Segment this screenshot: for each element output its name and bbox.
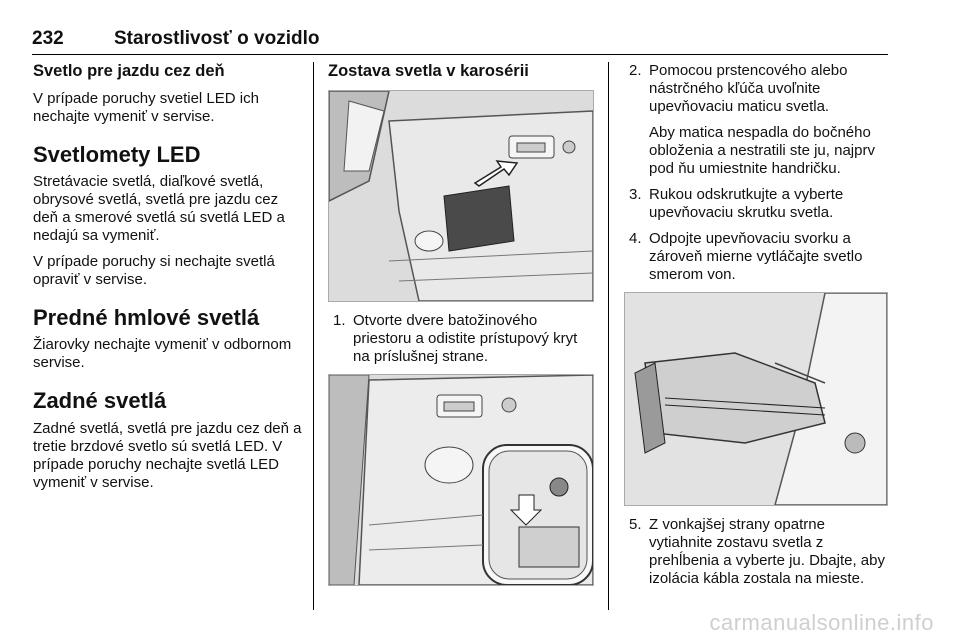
paragraph: V prípade poruchy svetiel LED ich nechajte vymeniť v servise. (33, 89, 259, 125)
step-5 (624, 516, 888, 588)
column-divider (313, 62, 314, 610)
chapter-title: Starostlivosť o vozidlo (114, 28, 320, 49)
column-left (33, 62, 305, 500)
section-title-rear-lights: Zadné svetlá (33, 388, 167, 414)
watermark: carmanualsonline.info (709, 610, 934, 635)
paragraph: Žiarovky nechajte vymeniť v odbornom servise. (33, 336, 292, 372)
page-header (32, 26, 888, 55)
step-number: 1. (333, 311, 346, 329)
step-text: Otvorte dvere batožinového priestoru a odistite prístupový kryt na príslušnej strane. (353, 311, 578, 365)
fixing-nut-illustration (328, 374, 594, 586)
step-text: Z vonkajšej strany opatrne vytiahnite zostavu svetla z prehĺbenia a vyberte ju. Dbajte, aby izolácia kábla zostala na mieste. (649, 516, 885, 587)
paragraph: Zadné svetlá, svetlá pre jazdu cez deň a tretie brzdové svetlo sú svetlá LED. V prípade poruchy nechajte svetlá LED vymeniť v servise. (33, 419, 302, 491)
step-3 (624, 186, 888, 222)
step-number: 5. (629, 516, 642, 533)
step-number: 2. (629, 62, 642, 79)
step-4 (624, 230, 888, 284)
column-middle (328, 62, 594, 586)
section-title-body-light-assembly: Zostava svetla v karosérii (328, 62, 529, 80)
column-divider (608, 62, 609, 610)
light-removal-illustration (624, 292, 888, 506)
step-1 (328, 312, 594, 366)
step-number: 4. (629, 230, 642, 247)
step-text: Pomocou prstencového alebo nástrčného kľúča uvoľnite upevňovaciu maticu svetla. (649, 62, 848, 115)
paragraph: Stretávacie svetlá, diaľkové svetlá, obrysové svetlá, svetlá pre jazdu cez deň a smerové svetlá sú svetlá LED a nedajú sa vymeniť. (33, 173, 285, 245)
step-number: 3. (629, 186, 642, 203)
paragraph: V prípade poruchy si nechajte svetlá opraviť v servise. (33, 253, 275, 289)
step-text: Rukou odskrutkujte a vyberte upevňovaciu skrutku svetla. (649, 186, 844, 221)
column-right (624, 62, 888, 596)
step-note: Aby matica nespadla do bočného obloženia a nestratili ste ju, najprv pod ňu umiestnite handričku. (649, 124, 875, 177)
trunk-access-cover-illustration (328, 90, 594, 302)
section-title-daytime-lights: Svetlo pre jazdu cez deň (33, 62, 225, 80)
page-number: 232 (32, 28, 64, 49)
section-title-fog-lights: Predné hmlové svetlá (33, 305, 260, 331)
step-2 (624, 62, 888, 178)
section-title-led-headlights: Svetlomety LED (33, 141, 201, 167)
step-text: Odpojte upevňovaciu svorku a zároveň mierne vytláčajte svetlo smerom von. (649, 230, 863, 283)
